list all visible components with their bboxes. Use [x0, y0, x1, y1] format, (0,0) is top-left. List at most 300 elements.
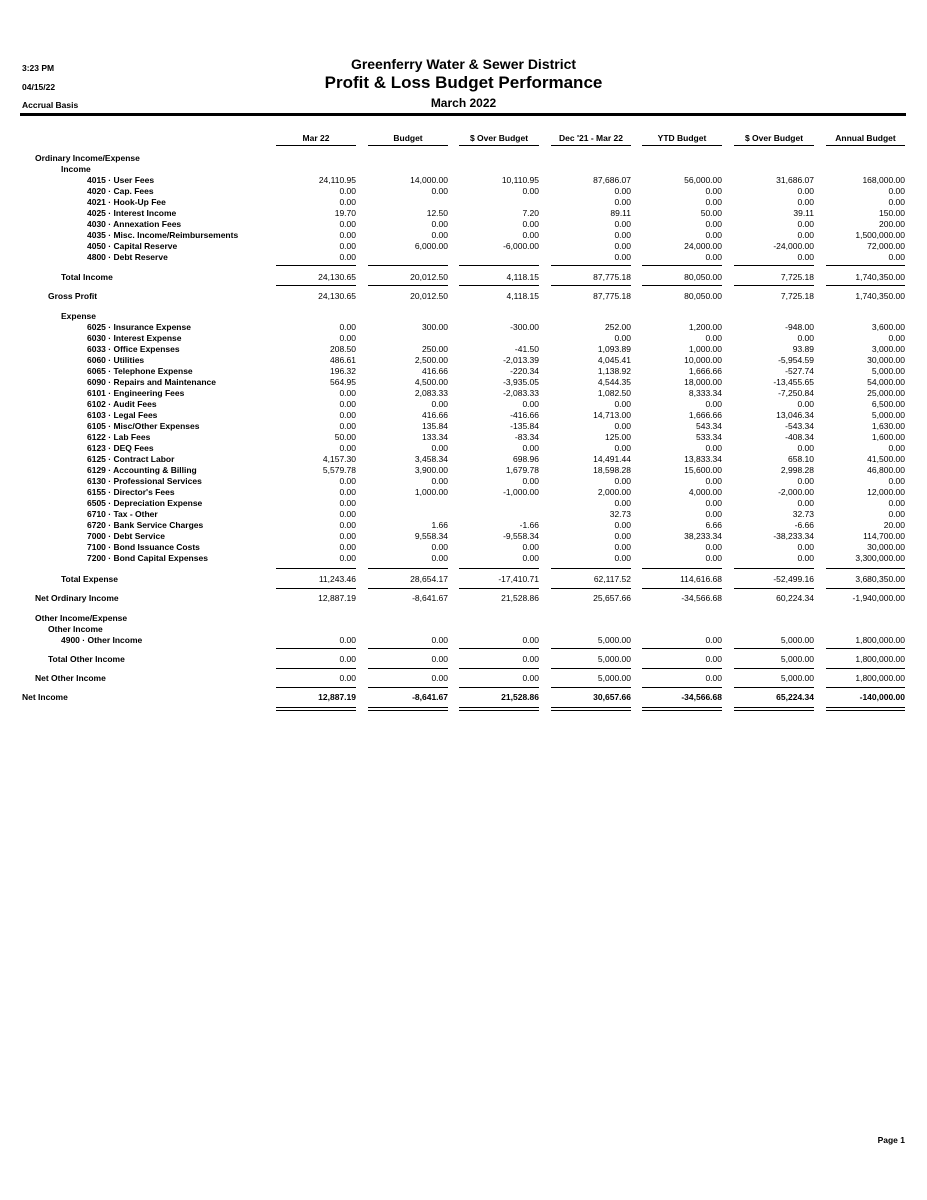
row-label: 4015 · User Fees	[87, 175, 155, 185]
row-value: 1,500,000.00	[855, 230, 905, 240]
row-value: 150.00	[879, 208, 905, 218]
row-value: 0.00	[431, 219, 448, 229]
subtotal-rule	[368, 668, 448, 669]
row-value: 2,500.00	[414, 355, 448, 365]
table-row	[0, 454, 927, 465]
row-value: 698.96	[513, 454, 539, 464]
row-label: 6103 · Legal Fees	[87, 410, 158, 420]
report-title: Profit & Loss Budget Performance	[324, 73, 603, 92]
row-value: 20.00	[883, 520, 905, 530]
table-row	[0, 553, 927, 564]
row-value: -9,558.34	[503, 531, 539, 541]
row-value: 0.00	[339, 542, 356, 552]
row-label: 6505 · Depreciation Expense	[87, 498, 203, 508]
row-value: 25,000.00	[867, 388, 905, 398]
row-value: 20,012.50	[410, 272, 448, 282]
row-label: 6105 · Misc/Other Expenses	[87, 421, 200, 431]
row-value: 65,224.34	[776, 692, 814, 702]
row-value: -527.74	[785, 366, 814, 376]
row-value: 0.00	[339, 219, 356, 229]
row-value: 1,800,000.00	[855, 654, 905, 664]
row-value: 0.00	[797, 553, 814, 563]
row-value: 0.00	[888, 498, 905, 508]
row-label: 6065 · Telephone Expense	[87, 366, 193, 376]
row-value: 0.00	[797, 399, 814, 409]
row-value: 5,000.00	[780, 673, 814, 683]
row-value: 0.00	[522, 654, 539, 664]
page-number: Page 1	[877, 1135, 905, 1145]
table-row	[0, 272, 927, 283]
row-value: 87,775.18	[593, 291, 631, 301]
row-value: 2,083.33	[414, 388, 448, 398]
row-label: 6101 · Engineering Fees	[87, 388, 185, 398]
row-value: 24,110.95	[318, 175, 356, 185]
row-value: 0.00	[705, 635, 722, 645]
row-value: 10,000.00	[684, 355, 722, 365]
row-value: 15,600.00	[684, 465, 722, 475]
row-value: 0.00	[522, 399, 539, 409]
row-value: 1,630.00	[871, 421, 905, 431]
row-value: 0.00	[705, 553, 722, 563]
table-row	[0, 692, 927, 703]
subtotal-rule	[551, 285, 631, 286]
subtotal-rule	[642, 668, 722, 669]
row-label: 6122 · Lab Fees	[87, 432, 151, 442]
subtotal-rule	[734, 588, 814, 589]
row-value: -8,641.67	[412, 593, 448, 603]
row-value: 4,000.00	[688, 487, 722, 497]
row-value: 5,000.00	[780, 635, 814, 645]
row-value: 1,666.66	[688, 366, 722, 376]
row-value: 87,686.07	[593, 175, 631, 185]
row-value: 12,887.19	[318, 692, 356, 702]
row-value: 5,000.00	[780, 654, 814, 664]
row-value: -1.66	[519, 520, 539, 530]
row-value: 0.00	[614, 252, 631, 262]
row-value: 20,012.50	[410, 291, 448, 301]
row-value: 0.00	[614, 553, 631, 563]
table-row	[0, 219, 927, 230]
row-value: 0.00	[522, 476, 539, 486]
table-row	[0, 230, 927, 241]
row-value: 30,000.00	[867, 355, 905, 365]
row-value: 0.00	[797, 498, 814, 508]
row-value: 4,544.35	[597, 377, 631, 387]
row-value: 1.66	[431, 520, 448, 530]
row-label: 6030 · Interest Expense	[87, 333, 182, 343]
row-label: 6720 · Bank Service Charges	[87, 520, 204, 530]
row-value: 0.00	[797, 252, 814, 262]
row-label: Net Ordinary Income	[35, 593, 119, 603]
row-value: 0.00	[522, 443, 539, 453]
subtotal-rule	[734, 568, 814, 569]
row-value: 0.00	[339, 241, 356, 251]
table-row	[0, 476, 927, 487]
table-row	[0, 322, 927, 333]
row-value: 0.00	[522, 635, 539, 645]
row-value: 3,680,350.00	[855, 574, 905, 584]
row-value: 0.00	[339, 498, 356, 508]
row-label: Expense	[61, 311, 96, 321]
table-row	[0, 498, 927, 509]
row-value: 1,800,000.00	[855, 673, 905, 683]
row-label: 7100 · Bond Issuance Costs	[87, 542, 200, 552]
table-row	[0, 186, 927, 197]
subtotal-rule	[459, 648, 539, 649]
row-value: 0.00	[797, 219, 814, 229]
table-row	[0, 432, 927, 443]
table-row	[0, 421, 927, 432]
row-value: 416.66	[422, 366, 448, 376]
row-label: 4900 · Other Income	[61, 635, 143, 645]
table-row	[0, 613, 927, 624]
row-value: 200.00	[879, 219, 905, 229]
row-value: 18,598.28	[593, 465, 631, 475]
table-row	[0, 410, 927, 421]
row-value: 14,491.44	[593, 454, 631, 464]
print-date: 04/15/22	[22, 82, 56, 92]
row-value: 87,775.18	[593, 272, 631, 282]
column-header: Budget	[368, 133, 448, 146]
row-value: 0.00	[614, 230, 631, 240]
row-value: 0.00	[888, 509, 905, 519]
row-label: 6033 · Office Expenses	[87, 344, 180, 354]
subtotal-rule	[642, 648, 722, 649]
subtotal-rule	[551, 265, 631, 266]
grand-total-double-rule	[459, 707, 539, 711]
subtotal-rule	[276, 285, 356, 286]
row-value: -2,000.00	[778, 487, 814, 497]
column-header: $ Over Budget	[734, 133, 814, 146]
subtotal-rule	[551, 648, 631, 649]
table-row	[0, 542, 927, 553]
row-value: 208.50	[330, 344, 356, 354]
row-label: Net Other Income	[35, 673, 106, 683]
row-value: 0.00	[888, 186, 905, 196]
company-name: Greenferry Water & Sewer District	[350, 56, 577, 72]
row-value: 0.00	[705, 654, 722, 664]
row-value: 0.00	[431, 230, 448, 240]
grand-total-double-rule	[276, 707, 356, 711]
row-label: 6710 · Tax - Other	[87, 509, 158, 519]
row-value: 1,000.00	[688, 344, 722, 354]
row-value: 0.00	[339, 322, 356, 332]
table-row	[0, 399, 927, 410]
row-value: 252.00	[605, 322, 631, 332]
row-value: 0.00	[614, 498, 631, 508]
row-value: 8,333.34	[688, 388, 722, 398]
row-value: 7,725.18	[780, 291, 814, 301]
row-value: 38,233.34	[684, 531, 722, 541]
subtotal-rule	[734, 668, 814, 669]
row-value: 250.00	[422, 344, 448, 354]
row-value: 18,000.00	[684, 377, 722, 387]
row-value: 0.00	[431, 673, 448, 683]
row-value: 0.00	[522, 673, 539, 683]
table-row	[0, 593, 927, 604]
row-value: 0.00	[339, 487, 356, 497]
row-value: -1,940,000.00	[852, 593, 905, 603]
subtotal-rule	[368, 265, 448, 266]
row-label: 6102 · Audit Fees	[87, 399, 157, 409]
row-value: 80,050.00	[684, 272, 722, 282]
row-value: -6.66	[794, 520, 814, 530]
row-label: Gross Profit	[48, 291, 98, 301]
row-value: -34,566.68	[681, 593, 722, 603]
row-value: 0.00	[705, 443, 722, 453]
subtotal-rule	[826, 668, 905, 669]
row-value: 12,000.00	[867, 487, 905, 497]
row-value: 5,000.00	[871, 366, 905, 376]
subtotal-rule	[642, 687, 722, 688]
row-value: 196.32	[330, 366, 356, 376]
row-value: -83.34	[514, 432, 539, 442]
row-value: 28,654.17	[410, 574, 448, 584]
table-row	[0, 487, 927, 498]
row-label: Total Other Income	[48, 654, 125, 664]
subtotal-rule	[734, 648, 814, 649]
row-value: -416.66	[510, 410, 539, 420]
row-label: 6123 · DEQ Fees	[87, 443, 154, 453]
row-value: 80,050.00	[684, 291, 722, 301]
row-value: 0.00	[339, 230, 356, 240]
row-value: 4,118.15	[506, 272, 539, 282]
row-value: 533.34	[696, 432, 722, 442]
row-value: 125.00	[605, 432, 631, 442]
row-value: 564.95	[330, 377, 356, 387]
row-value: 3,300,000.00	[855, 553, 905, 563]
grand-total-double-rule	[368, 707, 448, 711]
subtotal-rule	[826, 648, 905, 649]
table-row	[0, 311, 927, 322]
row-value: -41.50	[514, 344, 539, 354]
row-label: 7000 · Debt Service	[87, 531, 165, 541]
row-value: 24,130.65	[318, 272, 356, 282]
row-label: 4800 · Debt Reserve	[87, 252, 168, 262]
table-row	[0, 531, 927, 542]
row-value: -34,566.68	[681, 692, 722, 702]
table-row	[0, 465, 927, 476]
row-value: 0.00	[705, 197, 722, 207]
row-value: 0.00	[339, 654, 356, 664]
row-value: 93.89	[792, 344, 814, 354]
row-value: 300.00	[422, 322, 448, 332]
row-value: 0.00	[522, 219, 539, 229]
row-value: 416.66	[422, 410, 448, 420]
row-value: 168,000.00	[862, 175, 905, 185]
row-value: 1,600.00	[871, 432, 905, 442]
subtotal-rule	[826, 568, 905, 569]
table-row	[0, 520, 927, 531]
subtotal-rule	[276, 668, 356, 669]
subtotal-rule	[368, 648, 448, 649]
row-value: 0.00	[888, 476, 905, 486]
row-value: 5,579.78	[322, 465, 356, 475]
header-rule	[20, 113, 906, 116]
row-label: 4030 · Annexation Fees	[87, 219, 182, 229]
subtotal-rule	[368, 568, 448, 569]
row-label: 7200 · Bond Capital Expenses	[87, 553, 208, 563]
subtotal-rule	[459, 265, 539, 266]
row-value: 0.00	[431, 186, 448, 196]
row-value: 1,666.66	[688, 410, 722, 420]
row-value: 7,725.18	[780, 272, 814, 282]
table-row	[0, 252, 927, 263]
row-value: -3,935.05	[503, 377, 539, 387]
row-value: 0.00	[522, 542, 539, 552]
row-value: 0.00	[339, 333, 356, 343]
row-value: 4,045.41	[597, 355, 631, 365]
table-row	[0, 509, 927, 520]
row-value: 6.66	[705, 520, 722, 530]
table-row	[0, 241, 927, 252]
row-value: 0.00	[339, 410, 356, 420]
row-value: 0.00	[339, 443, 356, 453]
row-value: -408.34	[785, 432, 814, 442]
row-value: 0.00	[705, 252, 722, 262]
row-value: 543.34	[696, 421, 722, 431]
row-label: 4020 · Cap. Fees	[87, 186, 154, 196]
row-value: 6,500.00	[871, 399, 905, 409]
row-value: 32.73	[609, 509, 631, 519]
grand-total-double-rule	[826, 707, 905, 711]
row-value: 1,082.50	[597, 388, 631, 398]
row-value: 11,243.46	[318, 574, 356, 584]
row-value: 32.73	[792, 509, 814, 519]
row-value: -135.84	[510, 421, 539, 431]
row-value: 19.70	[334, 208, 356, 218]
row-value: 60,224.34	[776, 593, 814, 603]
row-value: 6,000.00	[414, 241, 448, 251]
row-label: Other Income	[48, 624, 103, 634]
table-row	[0, 355, 927, 366]
row-label: Net Income	[22, 692, 68, 702]
subtotal-rule	[551, 568, 631, 569]
row-value: 0.00	[339, 197, 356, 207]
row-value: 0.00	[797, 197, 814, 207]
subtotal-rule	[734, 285, 814, 286]
row-value: -1,000.00	[503, 487, 539, 497]
row-value: 10,110.95	[501, 175, 539, 185]
row-value: 0.00	[614, 443, 631, 453]
row-value: 0.00	[339, 399, 356, 409]
subtotal-rule	[551, 588, 631, 589]
row-value: 0.00	[339, 388, 356, 398]
row-value: 30,657.66	[593, 692, 631, 702]
row-value: 5,000.00	[871, 410, 905, 420]
column-header: Annual Budget	[826, 133, 905, 146]
row-value: 13,833.34	[684, 454, 722, 464]
row-value: 0.00	[339, 421, 356, 431]
table-row	[0, 635, 927, 646]
row-value: 4,118.15	[506, 291, 539, 301]
subtotal-rule	[642, 265, 722, 266]
row-value: 3,900.00	[414, 465, 448, 475]
row-label: Total Expense	[61, 574, 118, 584]
row-label: Income	[61, 164, 91, 174]
row-value: -52,499.16	[773, 574, 814, 584]
row-value: -300.00	[510, 322, 539, 332]
row-value: 0.00	[705, 498, 722, 508]
row-value: 1,679.78	[505, 465, 539, 475]
subtotal-rule	[276, 648, 356, 649]
row-label: 6060 · Utilities	[87, 355, 145, 365]
table-row	[0, 175, 927, 186]
row-value: 0.00	[614, 241, 631, 251]
subtotal-rule	[368, 285, 448, 286]
row-value: 1,740,350.00	[855, 272, 905, 282]
subtotal-rule	[826, 687, 905, 688]
subtotal-rule	[551, 668, 631, 669]
table-row	[0, 388, 927, 399]
row-value: 12,887.19	[318, 593, 356, 603]
row-value: 0.00	[522, 553, 539, 563]
subtotal-rule	[368, 588, 448, 589]
row-value: 41,500.00	[867, 454, 905, 464]
row-value: 0.00	[431, 635, 448, 645]
row-value: 0.00	[431, 654, 448, 664]
row-value: 0.00	[431, 399, 448, 409]
row-value: 9,558.34	[414, 531, 448, 541]
row-value: 0.00	[339, 509, 356, 519]
row-value: 0.00	[431, 553, 448, 563]
row-value: 486.61	[330, 355, 356, 365]
subtotal-rule	[826, 588, 905, 589]
row-value: 0.00	[705, 230, 722, 240]
row-value: 0.00	[705, 333, 722, 343]
row-value: 0.00	[431, 476, 448, 486]
row-value: 0.00	[705, 186, 722, 196]
row-value: 25,657.66	[593, 593, 631, 603]
row-label: Ordinary Income/Expense	[35, 153, 140, 163]
row-value: 0.00	[705, 476, 722, 486]
subtotal-rule	[459, 668, 539, 669]
row-label: 4035 · Misc. Income/Reimbursements	[87, 230, 239, 240]
row-label: 6155 · Director's Fees	[87, 487, 175, 497]
row-value: 0.00	[339, 635, 356, 645]
subtotal-rule	[459, 568, 539, 569]
subtotal-rule	[642, 568, 722, 569]
row-value: 0.00	[797, 186, 814, 196]
row-value: 1,138.92	[597, 366, 631, 376]
row-value: -8,641.67	[412, 692, 448, 702]
row-value: 0.00	[614, 399, 631, 409]
row-value: 0.00	[888, 252, 905, 262]
subtotal-rule	[368, 687, 448, 688]
row-value: 0.00	[614, 197, 631, 207]
table-row	[0, 366, 927, 377]
row-value: 7.20	[522, 208, 539, 218]
row-value: 72,000.00	[867, 241, 905, 251]
row-value: 39.11	[793, 208, 814, 218]
table-row	[0, 291, 927, 302]
subtotal-rule	[734, 265, 814, 266]
subtotal-rule	[276, 588, 356, 589]
row-value: 3,000.00	[871, 344, 905, 354]
row-value: 4,157.30	[322, 454, 356, 464]
column-header: Mar 22	[276, 133, 356, 146]
row-label: 6025 · Insurance Expense	[87, 322, 191, 332]
row-value: 56,000.00	[684, 175, 722, 185]
row-value: 0.00	[797, 333, 814, 343]
subtotal-rule	[276, 568, 356, 569]
row-value: -948.00	[785, 322, 814, 332]
row-value: -543.34	[785, 421, 814, 431]
table-row	[0, 164, 927, 175]
row-value: 1,200.00	[688, 322, 722, 332]
row-value: 0.00	[705, 219, 722, 229]
row-label: 6130 · Professional Services	[87, 476, 202, 486]
